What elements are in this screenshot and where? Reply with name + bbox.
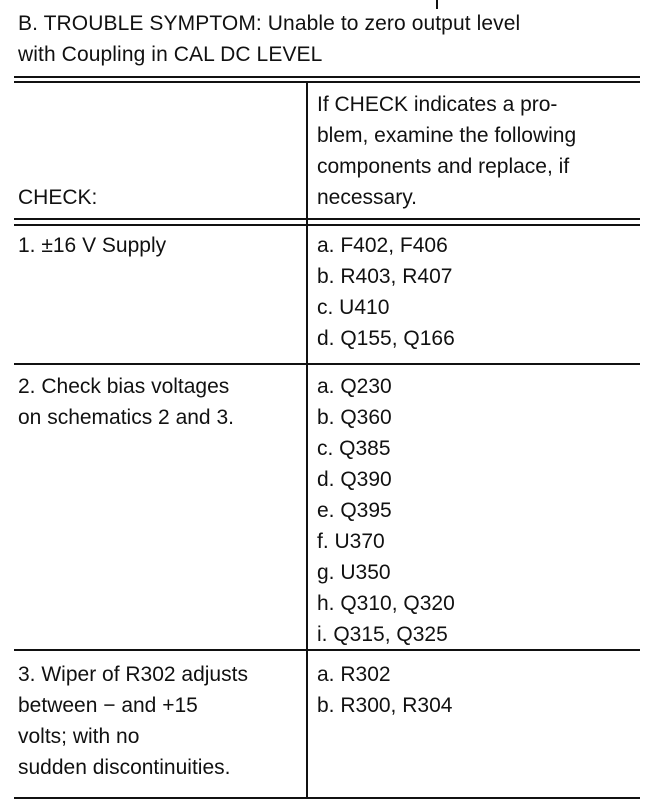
table-bottom-rule [14,797,640,799]
component-item: e. Q395 [317,499,392,522]
header-bottom-rule-double [14,224,640,226]
table-row-1-check [18,230,302,261]
row-1-bottom-rule [14,363,640,365]
instruction-column-header [317,89,647,213]
table-top-rule-double [14,81,640,83]
component-item: a. F402, F406 [317,234,448,257]
component-item: c. U410 [317,296,390,319]
trouble-symptom-heading [18,8,648,70]
header-bottom-rule [14,218,640,220]
check-text: volts; with no [18,725,140,748]
table-row-3-check [18,659,302,783]
component-item: d. Q390 [317,468,392,491]
table-row-3-components [317,659,647,721]
check-text: sudden discontinuities. [18,756,231,779]
check-text: 2. Check bias voltages [18,375,230,398]
table-row-2-components [317,371,647,650]
component-item: f. U370 [317,530,385,553]
check-text: on schematics 2 and 3. [18,406,234,429]
component-item: b. R300, R304 [317,694,453,717]
table-row-1-components [317,230,647,354]
table-row-2-check [18,371,302,433]
instruction-line: components and replace, if [317,155,570,178]
check-text: between − and +15 [18,694,198,717]
component-item: a. Q230 [317,375,392,398]
symptom-line-2: with Coupling in CAL DC LEVEL [18,43,323,66]
component-item: c. Q385 [317,437,391,460]
check-text: 3. Wiper of R302 adjusts [18,663,248,686]
component-item: b. R403, R407 [317,265,453,288]
component-item: g. U350 [317,561,391,584]
symptom-line-1: B. TROUBLE SYMPTOM: Unable to zero output level [18,12,521,35]
component-item: a. R302 [317,663,391,686]
instruction-line: necessary. [317,186,417,209]
component-item: h. Q310, Q320 [317,592,455,615]
check-column-header [18,182,302,213]
instruction-line: blem, examine the following [317,124,577,147]
instruction-line: If CHECK indicates a pro- [317,93,558,116]
component-item: d. Q155, Q166 [317,327,455,350]
table-top-rule [14,76,640,78]
column-divider [306,83,308,797]
component-item: b. Q360 [317,406,392,429]
component-item: i. Q315, Q325 [317,623,448,646]
check-header-label: CHECK: [18,186,98,209]
check-text: 1. ±16 V Supply [18,234,167,257]
